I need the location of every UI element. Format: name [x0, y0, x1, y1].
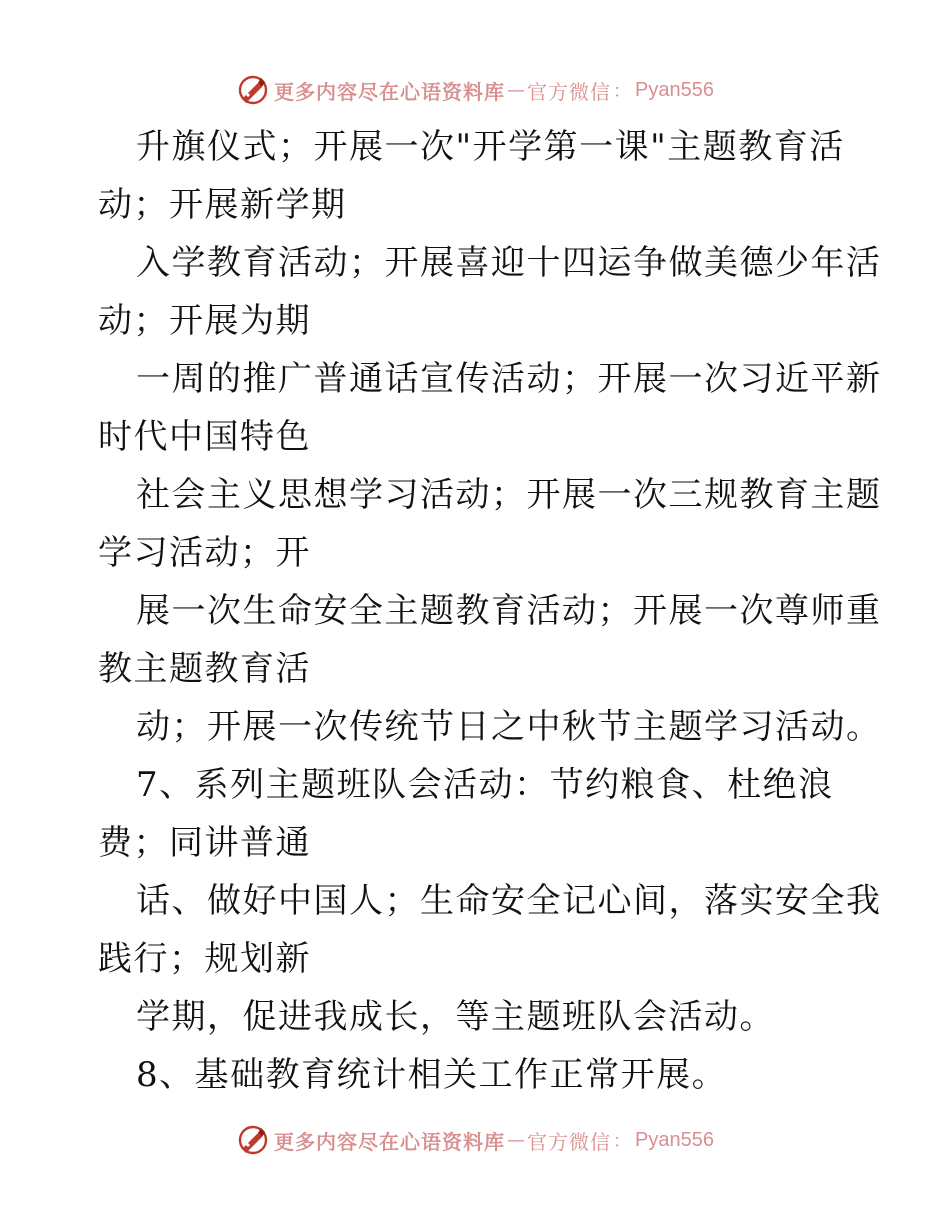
banner-official-label: 官方微信 — [527, 1129, 612, 1154]
banner-account-id: Pyan556 — [635, 78, 714, 101]
footer-banner — [0, 1120, 950, 1160]
text-line: 动；开展新学期 — [98, 185, 347, 225]
banner-colon: ： — [613, 81, 632, 102]
text-line: 动；开展一次传统节日之中秋节主题学习活动。 — [136, 707, 882, 747]
text-line: 升旗仪式；开展一次"开学第一课"主题教育活 — [136, 127, 845, 167]
text-line: 动；开展为期 — [98, 301, 311, 341]
text-line: 教主题教育活 — [98, 649, 311, 689]
text-line: 一周的推广普通话宣传活动；开展一次习近平新 — [136, 359, 882, 399]
banner-separator: — — [507, 79, 526, 101]
banner-official-label: 官方微信 — [527, 79, 612, 104]
banner-colon: ： — [613, 1131, 632, 1152]
pen-logo-icon — [236, 73, 270, 107]
text-line: 7、系列主题班队会活动：节约粮食、杜绝浪 — [136, 765, 834, 805]
document-body — [98, 118, 882, 1104]
text-line: 费；同讲普通 — [98, 823, 311, 863]
banner-separator: — — [507, 1129, 526, 1151]
banner-slogan: 更多内容尽在心语资料库 — [274, 79, 506, 104]
pen-logo-icon — [236, 1123, 270, 1157]
text-line: 社会主义思想学习活动；开展一次三规教育主题 — [136, 475, 882, 515]
text-line: 展一次生命安全主题教育活动；开展一次尊师重 — [136, 591, 882, 631]
text-line: 学期，促进我成长，等主题班队会活动。 — [136, 997, 775, 1037]
text-line: 8、基础教育统计相关工作正常开展。 — [136, 1055, 728, 1095]
text-line: 践行；规划新 — [98, 939, 311, 979]
banner-account-id: Pyan556 — [635, 1128, 714, 1151]
text-line: 话、做好中国人；生命安全记心间，落实安全我 — [136, 881, 882, 921]
text-line: 时代中国特色 — [98, 417, 311, 457]
text-line: 入学教育活动；开展喜迎十四运争做美德少年活 — [136, 243, 882, 283]
header-banner — [0, 70, 950, 110]
banner-slogan: 更多内容尽在心语资料库 — [274, 1129, 506, 1154]
text-line: 学习活动；开 — [98, 533, 311, 573]
